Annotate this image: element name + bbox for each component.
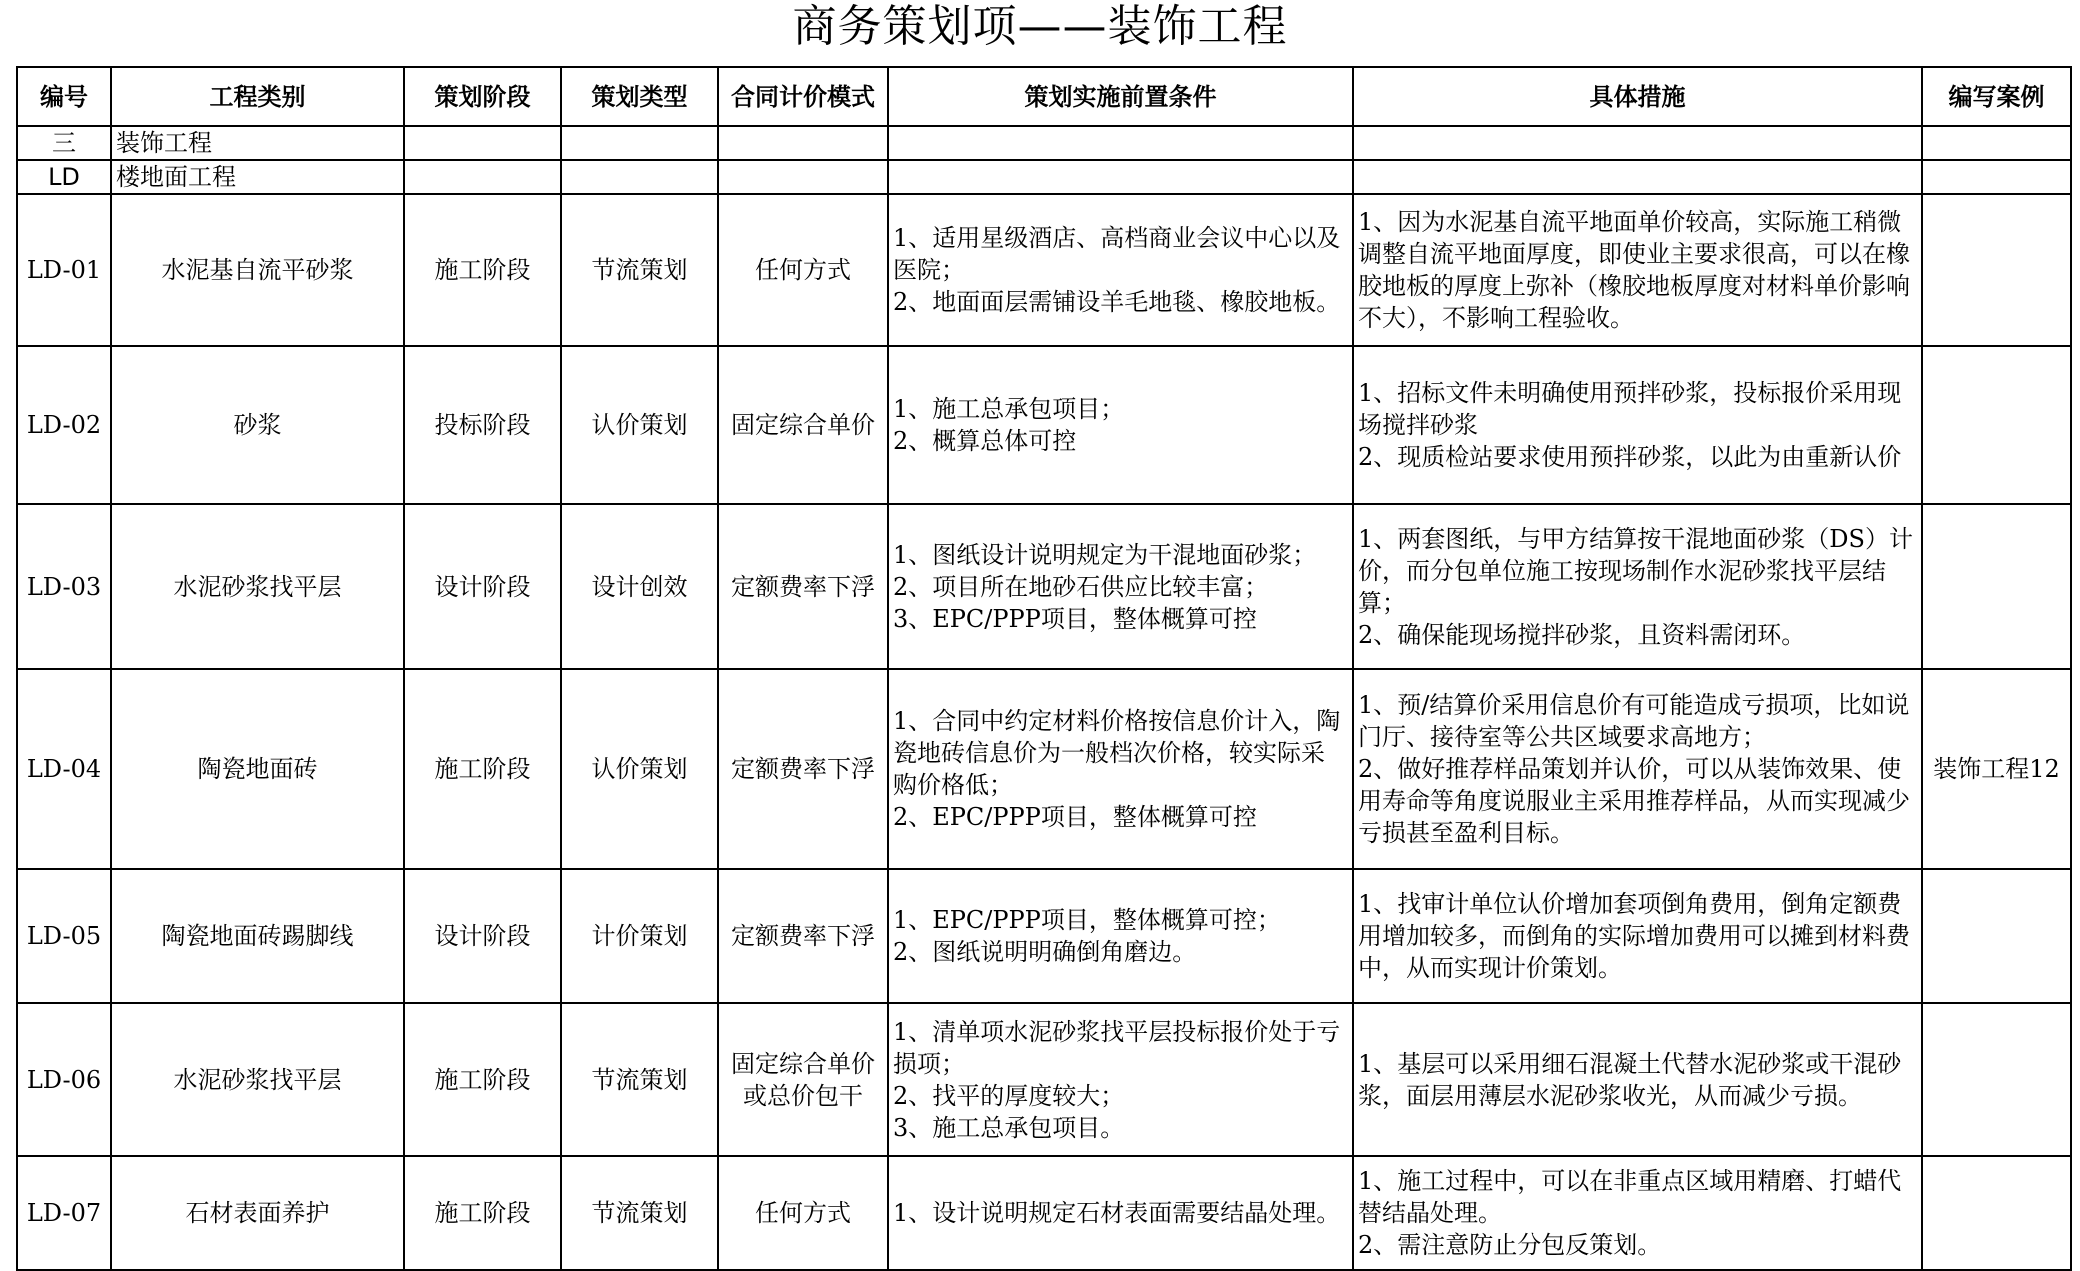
row-stage: 施工阶段 (404, 669, 561, 869)
row-stage: 施工阶段 (404, 194, 561, 346)
section-code: 三 (17, 126, 111, 160)
header-row (17, 67, 2071, 126)
header-type: 策划类型 (561, 67, 718, 126)
row-measures: 1、基层可以采用细石混凝土代替水泥砂浆或干混砂浆，面层用薄层水泥砂浆收光，从而减少亏损。 (1353, 1003, 1922, 1156)
row-stage: 设计阶段 (404, 869, 561, 1003)
row-case (1922, 1156, 2071, 1270)
header-code: 编号 (17, 67, 111, 126)
row-code: LD-07 (17, 1156, 111, 1270)
section-code: LD (17, 160, 111, 194)
header-contract-mode: 合同计价模式 (718, 67, 888, 126)
row-type: 节流策划 (561, 1003, 718, 1156)
section-row (17, 126, 2071, 160)
row-category: 陶瓷地面砖踢脚线 (111, 869, 404, 1003)
row-conditions: 1、设计说明规定石材表面需要结晶处理。 (888, 1156, 1353, 1270)
row-category: 陶瓷地面砖 (111, 669, 404, 869)
table-row (17, 869, 2071, 1003)
header-conditions: 策划实施前置条件 (888, 67, 1353, 126)
section-category: 装饰工程 (111, 126, 404, 160)
header-stage: 策划阶段 (404, 67, 561, 126)
section-row (17, 160, 2071, 194)
row-case (1922, 869, 2071, 1003)
row-measures: 1、施工过程中，可以在非重点区域用精磨、打蜡代替结晶处理。 2、需注意防止分包反策划。 (1353, 1156, 1922, 1270)
row-measures: 1、预/结算价采用信息价有可能造成亏损项，比如说门厅、接待室等公共区域要求高地方； 2、做好推荐样品策划并认价，可以从装饰效果、使用寿命等角度说服业主采用推荐样品，从而实现减少亏损甚至盈利目标。 (1353, 669, 1922, 869)
row-type: 计价策划 (561, 869, 718, 1003)
planning-table (16, 66, 2072, 1271)
row-contract-mode: 定额费率下浮 (718, 504, 888, 669)
row-type: 节流策划 (561, 1156, 718, 1270)
row-stage: 施工阶段 (404, 1003, 561, 1156)
row-code: LD-05 (17, 869, 111, 1003)
row-contract-mode: 定额费率下浮 (718, 869, 888, 1003)
row-contract-mode: 定额费率下浮 (718, 669, 888, 869)
row-code: LD-04 (17, 669, 111, 869)
row-case (1922, 504, 2071, 669)
row-code: LD-06 (17, 1003, 111, 1156)
table-row (17, 1003, 2071, 1156)
row-type: 设计创效 (561, 504, 718, 669)
row-measures: 1、招标文件未明确使用预拌砂浆，投标报价采用现场搅拌砂浆 2、现质检站要求使用预拌砂浆，以此为由重新认价 (1353, 346, 1922, 504)
table-row (17, 346, 2071, 504)
row-stage: 设计阶段 (404, 504, 561, 669)
row-category: 水泥砂浆找平层 (111, 504, 404, 669)
header-measures: 具体措施 (1353, 67, 1922, 126)
row-code: LD-03 (17, 504, 111, 669)
row-category: 石材表面养护 (111, 1156, 404, 1270)
row-conditions: 1、合同中约定材料价格按信息价计入，陶瓷地砖信息价为一般档次价格，较实际采购价格低； 2、EPC/PPP项目，整体概算可控 (888, 669, 1353, 869)
section-category: 楼地面工程 (111, 160, 404, 194)
row-contract-mode: 固定综合单价或总价包干 (718, 1003, 888, 1156)
row-category: 砂浆 (111, 346, 404, 504)
row-code: LD-01 (17, 194, 111, 346)
row-case (1922, 194, 2071, 346)
row-conditions: 1、图纸设计说明规定为干混地面砂浆； 2、项目所在地砂石供应比较丰富； 3、EPC/PPP项目，整体概算可控 (888, 504, 1353, 669)
row-case: 装饰工程12 (1922, 669, 2071, 869)
row-contract-mode: 任何方式 (718, 194, 888, 346)
table-row (17, 504, 2071, 669)
row-measures: 1、因为水泥基自流平地面单价较高，实际施工稍微调整自流平地面厚度，即使业主要求很高，可以在橡胶地板的厚度上弥补（橡胶地板厚度对材料单价影响不大），不影响工程验收。 (1353, 194, 1922, 346)
table-row (17, 194, 2071, 346)
row-case (1922, 346, 2071, 504)
row-type: 认价策划 (561, 669, 718, 869)
row-type: 认价策划 (561, 346, 718, 504)
row-case (1922, 1003, 2071, 1156)
row-category: 水泥砂浆找平层 (111, 1003, 404, 1156)
row-contract-mode: 任何方式 (718, 1156, 888, 1270)
row-conditions: 1、EPC/PPP项目，整体概算可控； 2、图纸说明明确倒角磨边。 (888, 869, 1353, 1003)
row-measures: 1、两套图纸，与甲方结算按干混地面砂浆（DS）计价，而分包单位施工按现场制作水泥砂浆找平层结算； 2、确保能现场搅拌砂浆，且资料需闭环。 (1353, 504, 1922, 669)
table-row (17, 669, 2071, 869)
row-conditions: 1、适用星级酒店、高档商业会议中心以及医院； 2、地面面层需铺设羊毛地毯、橡胶地板。 (888, 194, 1353, 346)
row-type: 节流策划 (561, 194, 718, 346)
row-conditions: 1、清单项水泥砂浆找平层投标报价处于亏损项； 2、找平的厚度较大； 3、施工总承包项目。 (888, 1003, 1353, 1156)
row-category: 水泥基自流平砂浆 (111, 194, 404, 346)
row-conditions: 1、施工总承包项目； 2、概算总体可控 (888, 346, 1353, 504)
row-stage: 投标阶段 (404, 346, 561, 504)
header-category: 工程类别 (111, 67, 404, 126)
row-stage: 施工阶段 (404, 1156, 561, 1270)
row-contract-mode: 固定综合单价 (718, 346, 888, 504)
row-code: LD-02 (17, 346, 111, 504)
row-measures: 1、找审计单位认价增加套项倒角费用，倒角定额费用增加较多，而倒角的实际增加费用可以摊到材料费中，从而实现计价策划。 (1353, 869, 1922, 1003)
page-title: 商务策划项——装饰工程 (792, 1, 1288, 52)
header-case: 编写案例 (1922, 67, 2071, 126)
table-row (17, 1156, 2071, 1270)
